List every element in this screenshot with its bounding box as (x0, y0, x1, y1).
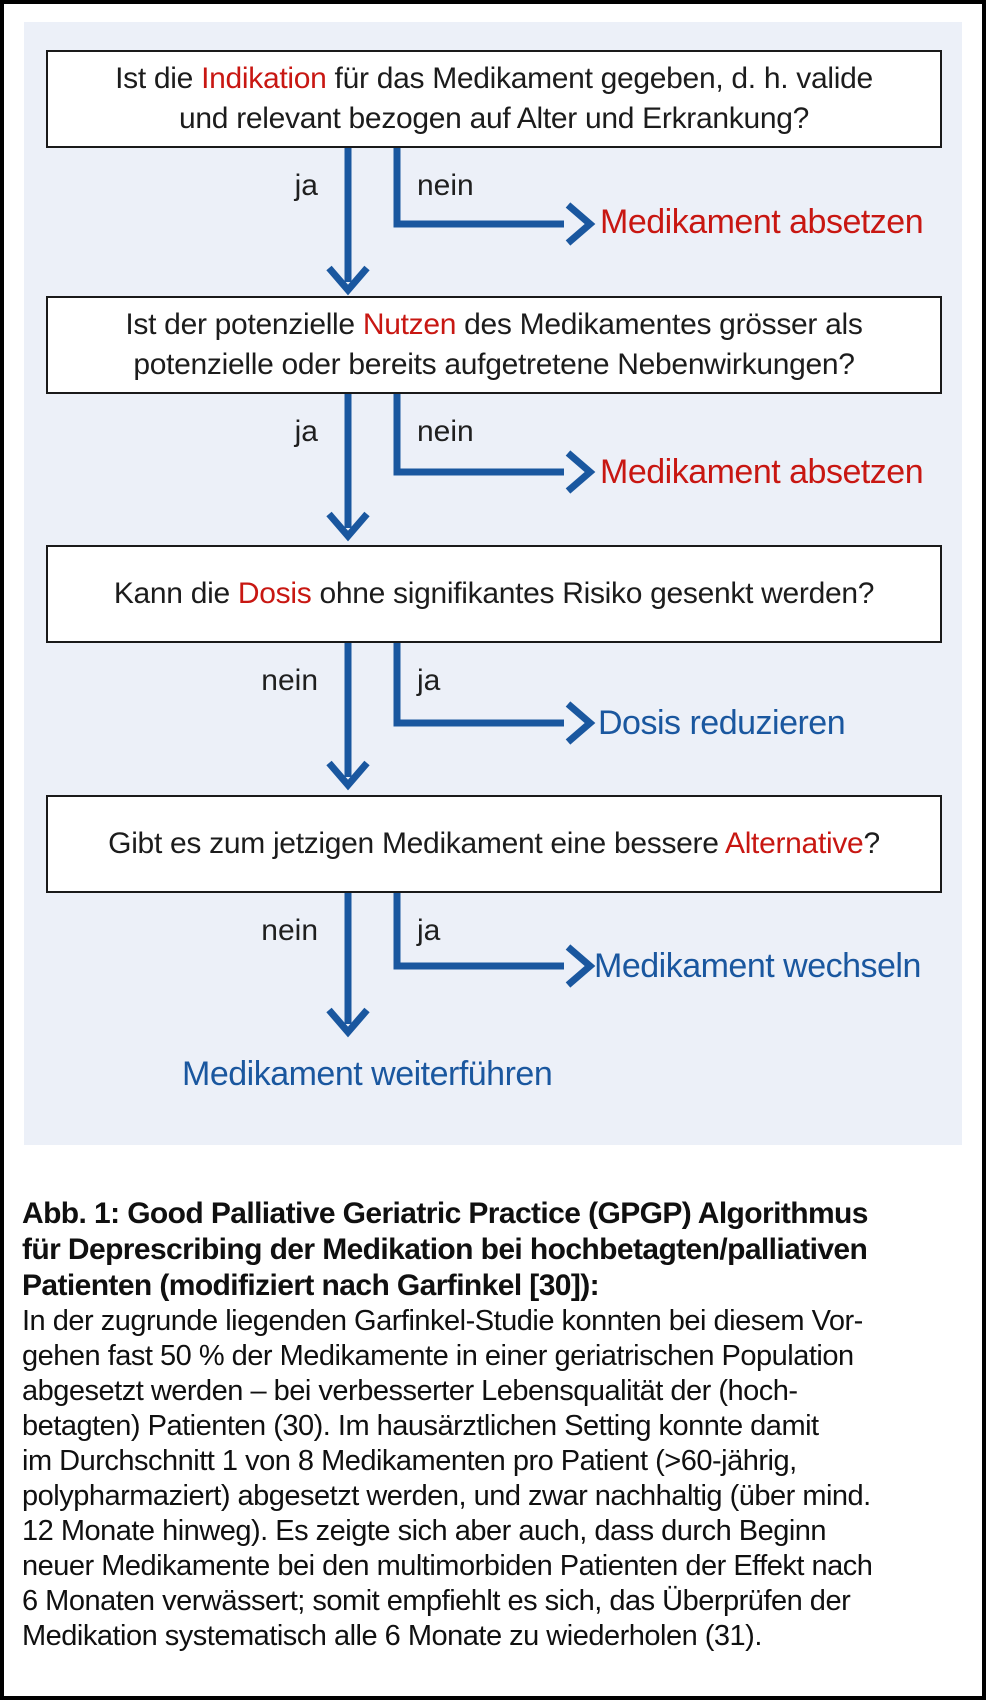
arrow-down-icon (329, 643, 367, 785)
branch-label-ja: ja (417, 664, 441, 697)
result-medikament-absetzen: Medikament absetzen (600, 203, 924, 241)
question-box-alternative (46, 795, 942, 893)
caption-body-line: 12 Monate hinweg). Es zeigte sich aber auch, dass durch Beginn (22, 1515, 827, 1547)
caption-body (22, 1304, 966, 1654)
branch-label-ja: ja (294, 169, 318, 202)
caption-title-line: für Deprescribing der Medikation bei hochbetagten/palliativen (22, 1233, 868, 1266)
caption-body-line: polypharmaziert) abgesetzt werden, und zwar nachhaltig (über mind. (22, 1480, 871, 1512)
result-medikament-absetzen: Medikament absetzen (600, 453, 924, 491)
question-box-nutzen (46, 296, 942, 394)
caption-body-line: In der zugrunde liegenden Garfinkel-Studie konnten bei diesem Vor- (22, 1305, 863, 1337)
caption-body-line: gehen fast 50 % der Medikamente in einer geriatrischen Population (22, 1340, 854, 1372)
caption-body-line: 6 Monaten verwässert; somit empfiehlt es sich, das Überprüfen der (22, 1585, 851, 1617)
branch-label-nein: nein (417, 169, 474, 202)
box-line: potenzielle oder bereits aufgetretene Nebenwirkungen? (133, 348, 855, 381)
caption-title-line: Abb. 1: Good Palliative Geriatric Practice (GPGP) Algorithmus (22, 1197, 868, 1230)
caption-title-line: Patienten (modifiziert nach Garfinkel [30]): (22, 1269, 600, 1302)
flowchart-panel (24, 22, 962, 1145)
branch-label-nein: nein (261, 914, 318, 947)
question-box-indikation (46, 50, 942, 148)
arrow-down-icon (329, 893, 367, 1032)
question-box-dosis (46, 545, 942, 643)
branch-label-ja: ja (417, 914, 441, 947)
highlight-word: Nutzen (362, 308, 457, 341)
result-medikament-wechseln: Medikament wechseln (594, 947, 921, 985)
box-line: Ist der potenzielle Nutzen des Medikamentes grösser als (125, 308, 863, 341)
branch-label-nein: nein (261, 664, 318, 697)
box-line: und relevant bezogen auf Alter und Erkrankung? (179, 102, 809, 135)
branch-label-nein: nein (417, 415, 474, 448)
highlight-word: Dosis (237, 577, 312, 610)
branch-label-ja: ja (294, 415, 318, 448)
caption-body-line: im Durchschnitt 1 von 8 Medikamenten pro Patient (>60-jährig, (22, 1445, 797, 1477)
box-line: Gibt es zum jetzigen Medikament eine bessere Alternative? (108, 827, 880, 860)
box-line: Ist die Indikation für das Medikament gegeben, d. h. valide (115, 62, 873, 95)
caption-body-line: abgesetzt werden – bei verbesserter Lebensqualität der (hoch- (22, 1375, 798, 1407)
caption-title (22, 1196, 966, 1304)
highlight-word: Indikation (201, 62, 327, 95)
result-medikament-weiterfuehren: Medikament weiterführen (182, 1055, 553, 1093)
figure-caption (22, 1196, 966, 1654)
highlight-word: Alternative (724, 827, 864, 860)
arrow-down-icon (329, 148, 367, 290)
box-line: Kann die Dosis ohne signifikantes Risiko gesenkt werden? (113, 577, 875, 610)
caption-body-line: neuer Medikamente bei den multimorbiden Patienten der Effekt nach (22, 1550, 873, 1582)
arrow-down-icon (329, 394, 367, 536)
result-dosis-reduzieren: Dosis reduzieren (598, 704, 846, 742)
caption-body-line: betagten) Patienten (30). Im hausärztlichen Setting konnte damit (22, 1410, 819, 1442)
caption-body-line: Medikation systematisch alle 6 Monate zu wiederholen (31). (22, 1620, 762, 1652)
